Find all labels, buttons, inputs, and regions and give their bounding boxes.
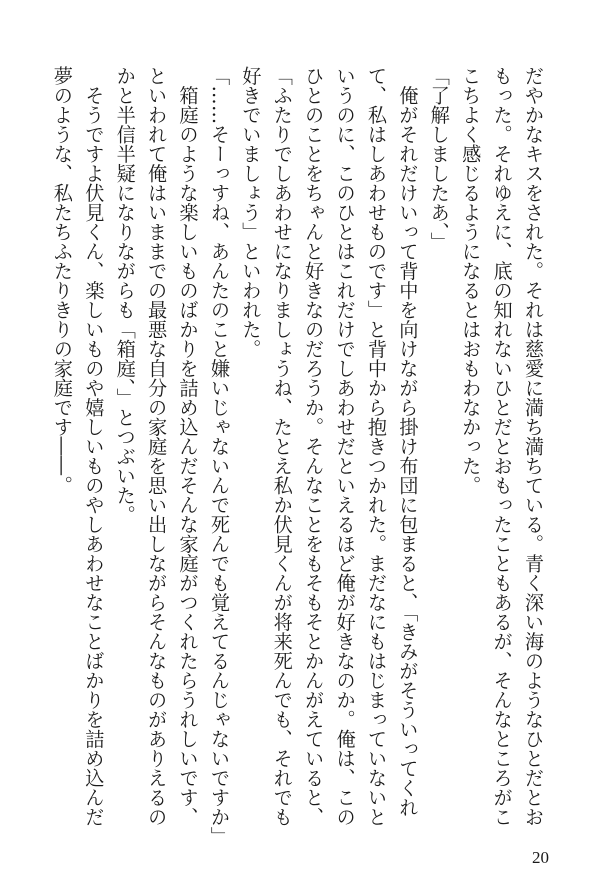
text-line-2: もった。それゆえに、底の知れないひとだとおもったこともあるが、そんなところがこ bbox=[490, 66, 514, 827]
text-line-9: 「ふたりでしあわせになりましょうね、たとえ私か伏見くんが将来死んでも、それでも bbox=[270, 66, 294, 827]
text-line-1: だやかなキスをされた。それは慈愛に満ち満ちている。青く深い海のようなひとだとお bbox=[522, 66, 545, 827]
vertical-text-body bbox=[47, 66, 550, 846]
text-line-15: そうですよ伏見くん、楽しいものや嬉しいものやしあわせなことばかりを詰め込んだ bbox=[82, 66, 106, 827]
page-number: 20 bbox=[532, 848, 549, 867]
text-line-12: 箱庭のような楽しいものばかりを詰め込んだそんな家庭がつくれたらうれしいです、 bbox=[176, 66, 200, 827]
text-line-13: といわれて俺はいままでの最悪な自分の家庭を思い出しながらそんなものがありえるの bbox=[145, 66, 169, 827]
text-line-7: いうのに、このひとはこれだけでしあわせだといえるほど俺が好きなのか。俺は、この bbox=[333, 66, 357, 827]
text-line-4: 「了解しましたあ、」 bbox=[427, 66, 451, 252]
text-line-16: 夢のような、私たちふたりきりの家庭です――。 bbox=[50, 66, 74, 495]
text-line-6: て、私はしあわせものです」と背中から抱きつかれた。まだなにもはじまっていないと bbox=[364, 66, 388, 827]
text-line-5: 俺がそれだけいって背中を向けながら掛け布団に包まると、「きみがそういってくれ bbox=[396, 66, 420, 817]
text-line-11: 「……そーっすね、あんたのこと嫌いじゃないんで死んでも覚えてるんじゃないですか」 bbox=[207, 66, 231, 846]
text-line-14: かと半信半疑になりながらも「箱庭、」とつぶいた。 bbox=[113, 66, 137, 525]
text-line-10: 好きでいましょう」といわれた。 bbox=[239, 66, 263, 359]
text-line-3: こちよく感じるようになるとはおもわなかった。 bbox=[459, 66, 483, 495]
text-line-8: ひとのことをちゃんと好きなのだろうか。そんなことをもそもそとかんがえていると、 bbox=[302, 66, 326, 827]
